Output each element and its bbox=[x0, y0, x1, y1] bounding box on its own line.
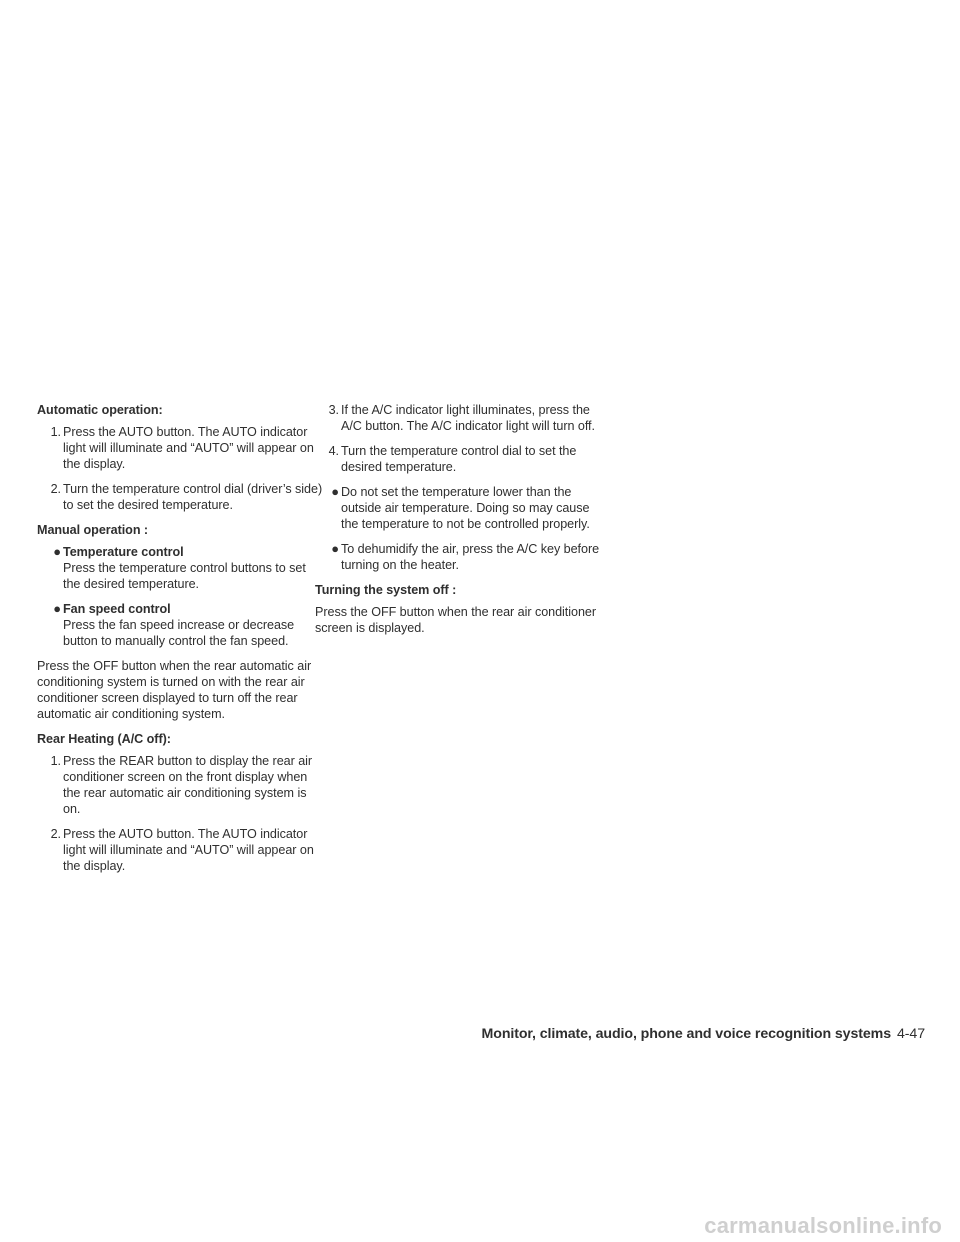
item-text: Press the fan speed increase or decrease button to manually control the fan speed. bbox=[63, 618, 295, 648]
bullet-text: Do not set the temperature lower than the outside air temperature. Doing so may cause the temperature to not be controlled properly. bbox=[341, 485, 590, 531]
rear-heating-heading: Rear Heating (A/C off): bbox=[37, 732, 171, 746]
page-footer bbox=[430, 1026, 925, 1042]
step-text: Turn the temperature control dial to set the desired temperature. bbox=[341, 444, 577, 474]
list-item bbox=[315, 402, 601, 434]
manual-off-paragraph: Press the OFF button when the rear automatic air conditioning system is turned on with the rear air conditioner screen displayed to turn off the rear automatic air conditioning system. bbox=[37, 659, 312, 721]
bullet-icon: ● bbox=[53, 544, 61, 559]
step-text: Press the AUTO button. The AUTO indicator light will illuminate and “AUTO” will appear on the display. bbox=[63, 827, 314, 873]
step-text: Press the REAR button to display the rear air conditioner screen on the front display when the rear automatic air conditioning system is on. bbox=[63, 754, 313, 816]
step-number: 2. bbox=[50, 827, 61, 841]
list-item bbox=[37, 753, 323, 817]
section-title: Monitor, climate, audio, phone and voice recognition systems bbox=[481, 1026, 891, 1042]
list-item bbox=[315, 541, 601, 573]
automatic-operation-heading: Automatic operation: bbox=[37, 403, 163, 417]
turning-off-heading: Turning the system off : bbox=[315, 583, 457, 597]
bullet-text: To dehumidify the air, press the A/C key before turning on the heater. bbox=[341, 542, 600, 572]
step-number: 4. bbox=[328, 444, 339, 458]
turning-off-paragraph: Press the OFF button when the rear air conditioner screen is displayed. bbox=[315, 605, 597, 635]
list-item bbox=[37, 544, 323, 592]
step-number: 3. bbox=[328, 403, 339, 417]
step-number: 1. bbox=[50, 425, 61, 439]
list-item bbox=[37, 481, 323, 513]
page-number: 4-47 bbox=[897, 1026, 925, 1042]
watermark-text: carmanualsonline.info bbox=[704, 1213, 942, 1238]
step-number: 2. bbox=[50, 482, 61, 496]
item-text: Press the temperature control buttons to set the desired temperature. bbox=[63, 561, 306, 591]
list-item bbox=[37, 826, 323, 874]
bullet-icon: ● bbox=[53, 601, 61, 616]
list-item bbox=[37, 601, 323, 649]
step-text: Press the AUTO button. The AUTO indicator light will illuminate and “AUTO” will appear on the display. bbox=[63, 425, 314, 471]
left-column bbox=[37, 402, 323, 883]
item-title: Temperature control bbox=[63, 545, 184, 559]
list-item bbox=[37, 424, 323, 472]
item-title: Fan speed control bbox=[63, 602, 171, 616]
watermark bbox=[0, 1213, 960, 1239]
step-text: If the A/C indicator light illuminates, press the A/C button. The A/C indicator light will turn off. bbox=[341, 403, 595, 433]
step-number: 1. bbox=[50, 754, 61, 768]
list-item bbox=[315, 484, 601, 532]
step-text: Turn the temperature control dial (driver’s side) to set the desired temperature. bbox=[63, 482, 323, 512]
manual-operation-heading: Manual operation : bbox=[37, 523, 149, 537]
right-column bbox=[315, 402, 601, 645]
bullet-icon: ● bbox=[331, 484, 339, 499]
bullet-icon: ● bbox=[331, 541, 339, 556]
list-item bbox=[315, 443, 601, 475]
